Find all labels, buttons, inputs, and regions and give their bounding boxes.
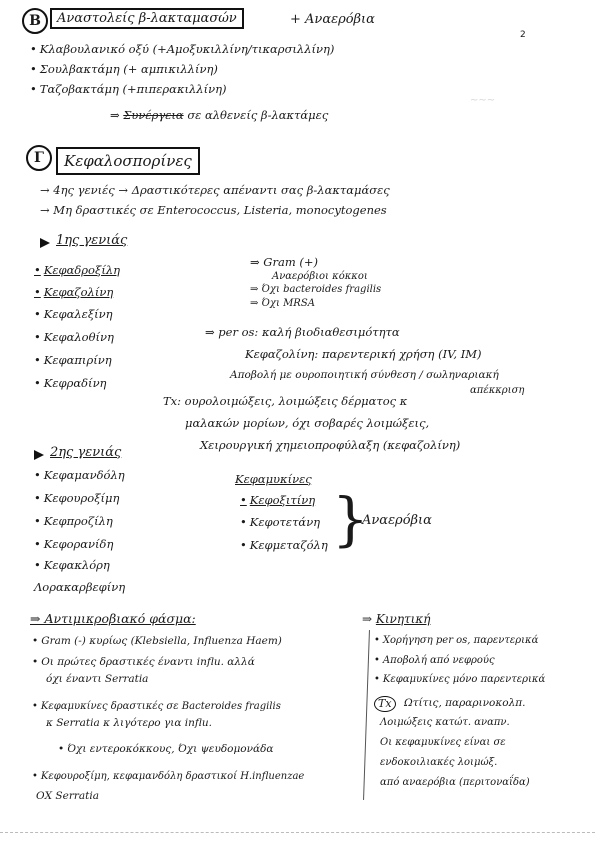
bleed-through: ~~~ — [470, 95, 496, 106]
antimicrobial-line: • Gram (-) κυρίως (Klebsiella, Influenza Haem) — [32, 634, 282, 648]
gen1-apovoli: Αποβολή με ουροποιητική σύνθεση / σωληναριακή — [230, 369, 499, 381]
gen1-note: ⇒ Όχι MRSA — [250, 298, 315, 309]
section-b-item: • Κλαβουλανικό οξύ (+Αμοξυκιλλίνη/τικαρσιλλίνη) — [30, 42, 334, 56]
section-g-title: Κεφαλοσπορίνες — [56, 147, 200, 175]
antimicrobial-line: ΟΧ Serratia — [36, 790, 99, 802]
antimicrobial-line: • Οι πρώτες δραστικές έναντι influ. αλλά — [32, 655, 255, 669]
kinetics-heading: ⇒ Κινητική — [362, 612, 431, 626]
kinetics-tx-line: Οι κεφαμυκίνες είναι σε — [380, 737, 506, 748]
kinetics-tx-line: Λοιμώξεις κατώτ. αναπν. — [380, 717, 510, 728]
antimicrobial-line: κ Serratia κ λιγότερο για influ. — [46, 717, 213, 729]
bullet-arrow-icon — [40, 238, 50, 248]
kinetics-heading-text: Κινητική — [375, 612, 431, 626]
antimicrobial-heading: ⇒ Αντιμικροβιακό φάσμα: — [30, 611, 196, 626]
gen1-heading: 1ης γενιάς — [56, 233, 128, 248]
column-divider — [363, 630, 370, 800]
antimicrobial-line: • Όχι εντεροκόκκους, Όχι ψευδομονάδα — [58, 742, 274, 756]
gen2-item: Λορακαρβεφίνη — [34, 580, 126, 594]
kinetics-line: • Χορήγηση per os, παρεντερικά — [374, 634, 538, 648]
kinetics-tx-line: Ωτίτις, παραρινοκολπ. — [404, 697, 526, 709]
section-g-marker: Γ — [26, 145, 52, 171]
scan-edge — [0, 832, 595, 835]
brace-icon: } — [332, 485, 369, 553]
section-b-marker: B — [22, 8, 48, 34]
section-b-note: ⇒ Συνέργεια σε αλθενείς β-λακτάμες — [110, 108, 329, 122]
kinetics-tx-label: Tx — [374, 696, 396, 712]
page-number: 2 — [520, 30, 526, 40]
gen1-item: • Κεφραδίνη — [34, 376, 106, 390]
antimicrobial-line: όχι έναντι Serratia — [46, 673, 149, 685]
bullet-arrow-icon — [34, 450, 44, 460]
cephamycin-item: • Κεφοξιτίνη — [240, 493, 315, 507]
antimicrobial-line: • Κεφουροξίμη, κεφαμανδόλη δραστικοί H.influenzae — [32, 770, 304, 784]
kinetics-line: • Κεφαμυκίνες μόνο παρεντερικά — [374, 673, 545, 687]
gen2-item: • Κεφακλόρη — [34, 558, 110, 572]
gen1-item: • Κεφαλοθίνη — [34, 330, 114, 344]
section-b-title: Αναστολείς β-λακταμασών — [50, 8, 244, 29]
gen1-note: Αναερόβιοι κόκκοι — [272, 271, 368, 282]
gen2-item: • Κεφπροζίλη — [34, 514, 113, 528]
section-b-aside: + Αναερόβια — [290, 12, 375, 27]
gen1-tx: Χειρουργική χημειοπροφύλαξη (κεφαζολίνη) — [200, 438, 461, 452]
kinetics-tx-line: ενδοκοιλιακές λοιμώξ. — [380, 757, 498, 768]
gen2-item: • Κεφουροξίμη — [34, 491, 119, 505]
gen1-item: • Κεφαλεξίνη — [34, 307, 113, 321]
gen2-item: • Κεφαμανδόλη — [34, 468, 125, 482]
section-g-line: → 4ης γενιές → Δραστικότερες απέναντι σας β-λακταμάσες — [40, 183, 390, 197]
gen1-tx: μαλακών μορίων, όχι σοβαρές λοιμώξεις, — [185, 416, 430, 430]
antimicrobial-line: • Κεφαμυκίνες δραστικές σε Bacteroides fragilis — [32, 700, 281, 714]
cephamycin-item: • Κεφμεταζόλη — [240, 538, 328, 552]
section-b-note-rest: σε αλθενείς β-λακτάμες — [187, 108, 329, 122]
kinetics-tx-line: από αναερόβια (περιτοναΐδα) — [380, 777, 530, 788]
section-b-item: • Σουλβακτάμη (+ αμπικιλλίνη) — [30, 62, 218, 76]
gen1-item: • Κεφαζολίνη — [34, 285, 113, 299]
cephamycins-note: Αναερόβια — [362, 513, 432, 528]
gen2-heading: 2ης γενιάς — [50, 445, 122, 460]
gen1-note: ⇒ Gram (+) — [250, 255, 319, 269]
section-b-note-strike: Συνέργεια — [123, 108, 184, 122]
gen1-tx: Tx: ουρολοιμώξεις, λοιμώξεις δέρματος κ — [163, 394, 408, 408]
gen1-item: • Κεφαπιρίνη — [34, 353, 112, 367]
section-b-item: • Ταζοβακτάμη (+πιπερακιλλίνη) — [30, 82, 226, 96]
gen1-peros: ⇒ per os: καλή βιοδιαθεσιμότητα — [205, 325, 400, 339]
cephamycin-item: • Κεφοτετάνη — [240, 515, 320, 529]
gen1-item: • Κεφαδροξίλη — [34, 263, 120, 277]
gen2-item: • Κεφορανίδη — [34, 537, 113, 551]
gen1-apovoli-cont: απέκκριση — [470, 385, 525, 396]
cephamycins-title: Κεφαμυκίνες — [235, 472, 312, 486]
gen1-parenteral: Κεφαζολίνη: παρεντερική χρήση (IV, IM) — [245, 347, 482, 361]
gen1-note: ⇒ Όχι bacteroides fragilis — [250, 284, 382, 295]
section-g-line: → Μη δραστικές σε Enterococcus, Listeria, monocytogenes — [40, 203, 387, 217]
kinetics-line: • Αποβολή από νεφρούς — [374, 654, 495, 668]
